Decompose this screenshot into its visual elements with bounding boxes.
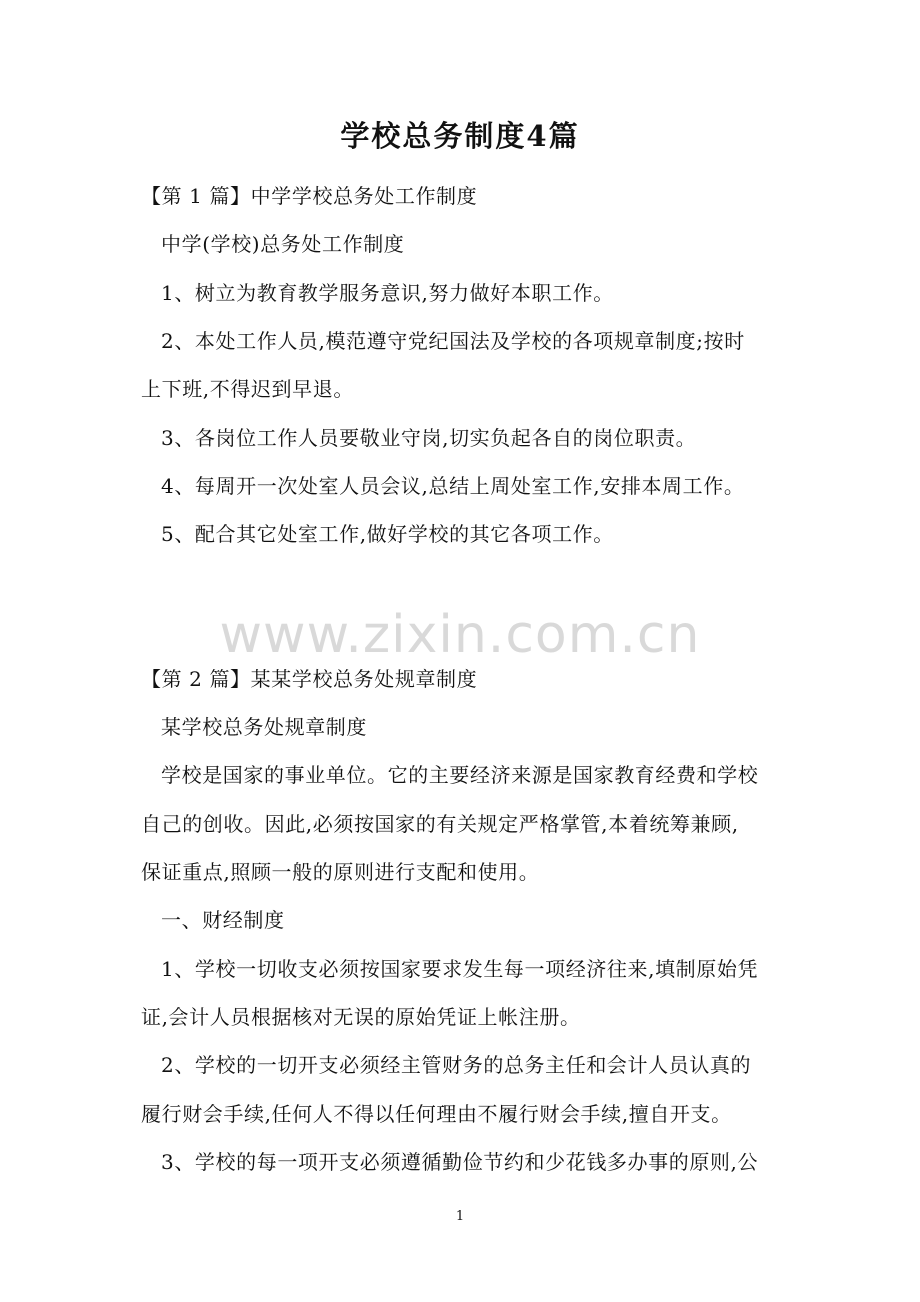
section-2-subheading: 一、财经制度 (161, 908, 285, 932)
section-1-item: 4、每周开一次处室人员会议,总结上周处室工作,安排本周工作。 (161, 474, 745, 498)
section-2-item-continuation: 证,会计人员根据核对无误的原始凭证上帐注册。 (141, 1005, 581, 1029)
section-1-item: 1、树立为教育教学服务意识,努力做好本职工作。 (161, 281, 614, 305)
watermark: www.zixin.com.cn (219, 605, 701, 665)
section-1-heading: 【第 1 篇】中学学校总务处工作制度 (141, 184, 478, 208)
page-number: 1 (455, 1209, 465, 1224)
section-1-item: 2、本处工作人员,模范遵守党纪国法及学校的各项规章制度;按时 (161, 329, 745, 353)
section-2-subtitle: 某学校总务处规章制度 (161, 715, 367, 739)
section-1-item: 3、各岗位工作人员要敬业守岗,切实负起各自的岗位职责。 (161, 426, 697, 450)
section-2-intro-line: 保证重点,照顾一般的原则进行支配和使用。 (141, 860, 540, 884)
section-2-intro-line: 学校是国家的事业单位。它的主要经济来源是国家教育经费和学校 (161, 763, 759, 787)
section-2-item: 2、学校的一切开支必须经主管财务的总务主任和会计人员认真的 (161, 1053, 752, 1077)
section-2-item-continuation: 履行财会手续,任何人不得以任何理由不履行财会手续,擅自开支。 (141, 1102, 732, 1126)
section-2-item: 3、学校的每一项开支必须遵循勤俭节约和少花钱多办事的原则,公 (161, 1150, 759, 1174)
section-2-heading: 【第 2 篇】某某学校总务处规章制度 (141, 667, 478, 691)
section-1-subtitle: 中学(学校)总务处工作制度 (161, 232, 405, 256)
document-title: 学校总务制度4篇 (340, 119, 580, 153)
section-1-item-continuation: 上下班,不得迟到早退。 (141, 377, 354, 401)
section-2-item: 1、学校一切收支必须按国家要求发生每一项经济往来,填制原始凭 (161, 957, 759, 981)
section-1-item: 5、配合其它处室工作,做好学校的其它各项工作。 (161, 522, 614, 546)
section-2-intro-line: 自己的创收。因此,必须按国家的有关规定严格掌管,本着统筹兼顾, (141, 812, 739, 836)
